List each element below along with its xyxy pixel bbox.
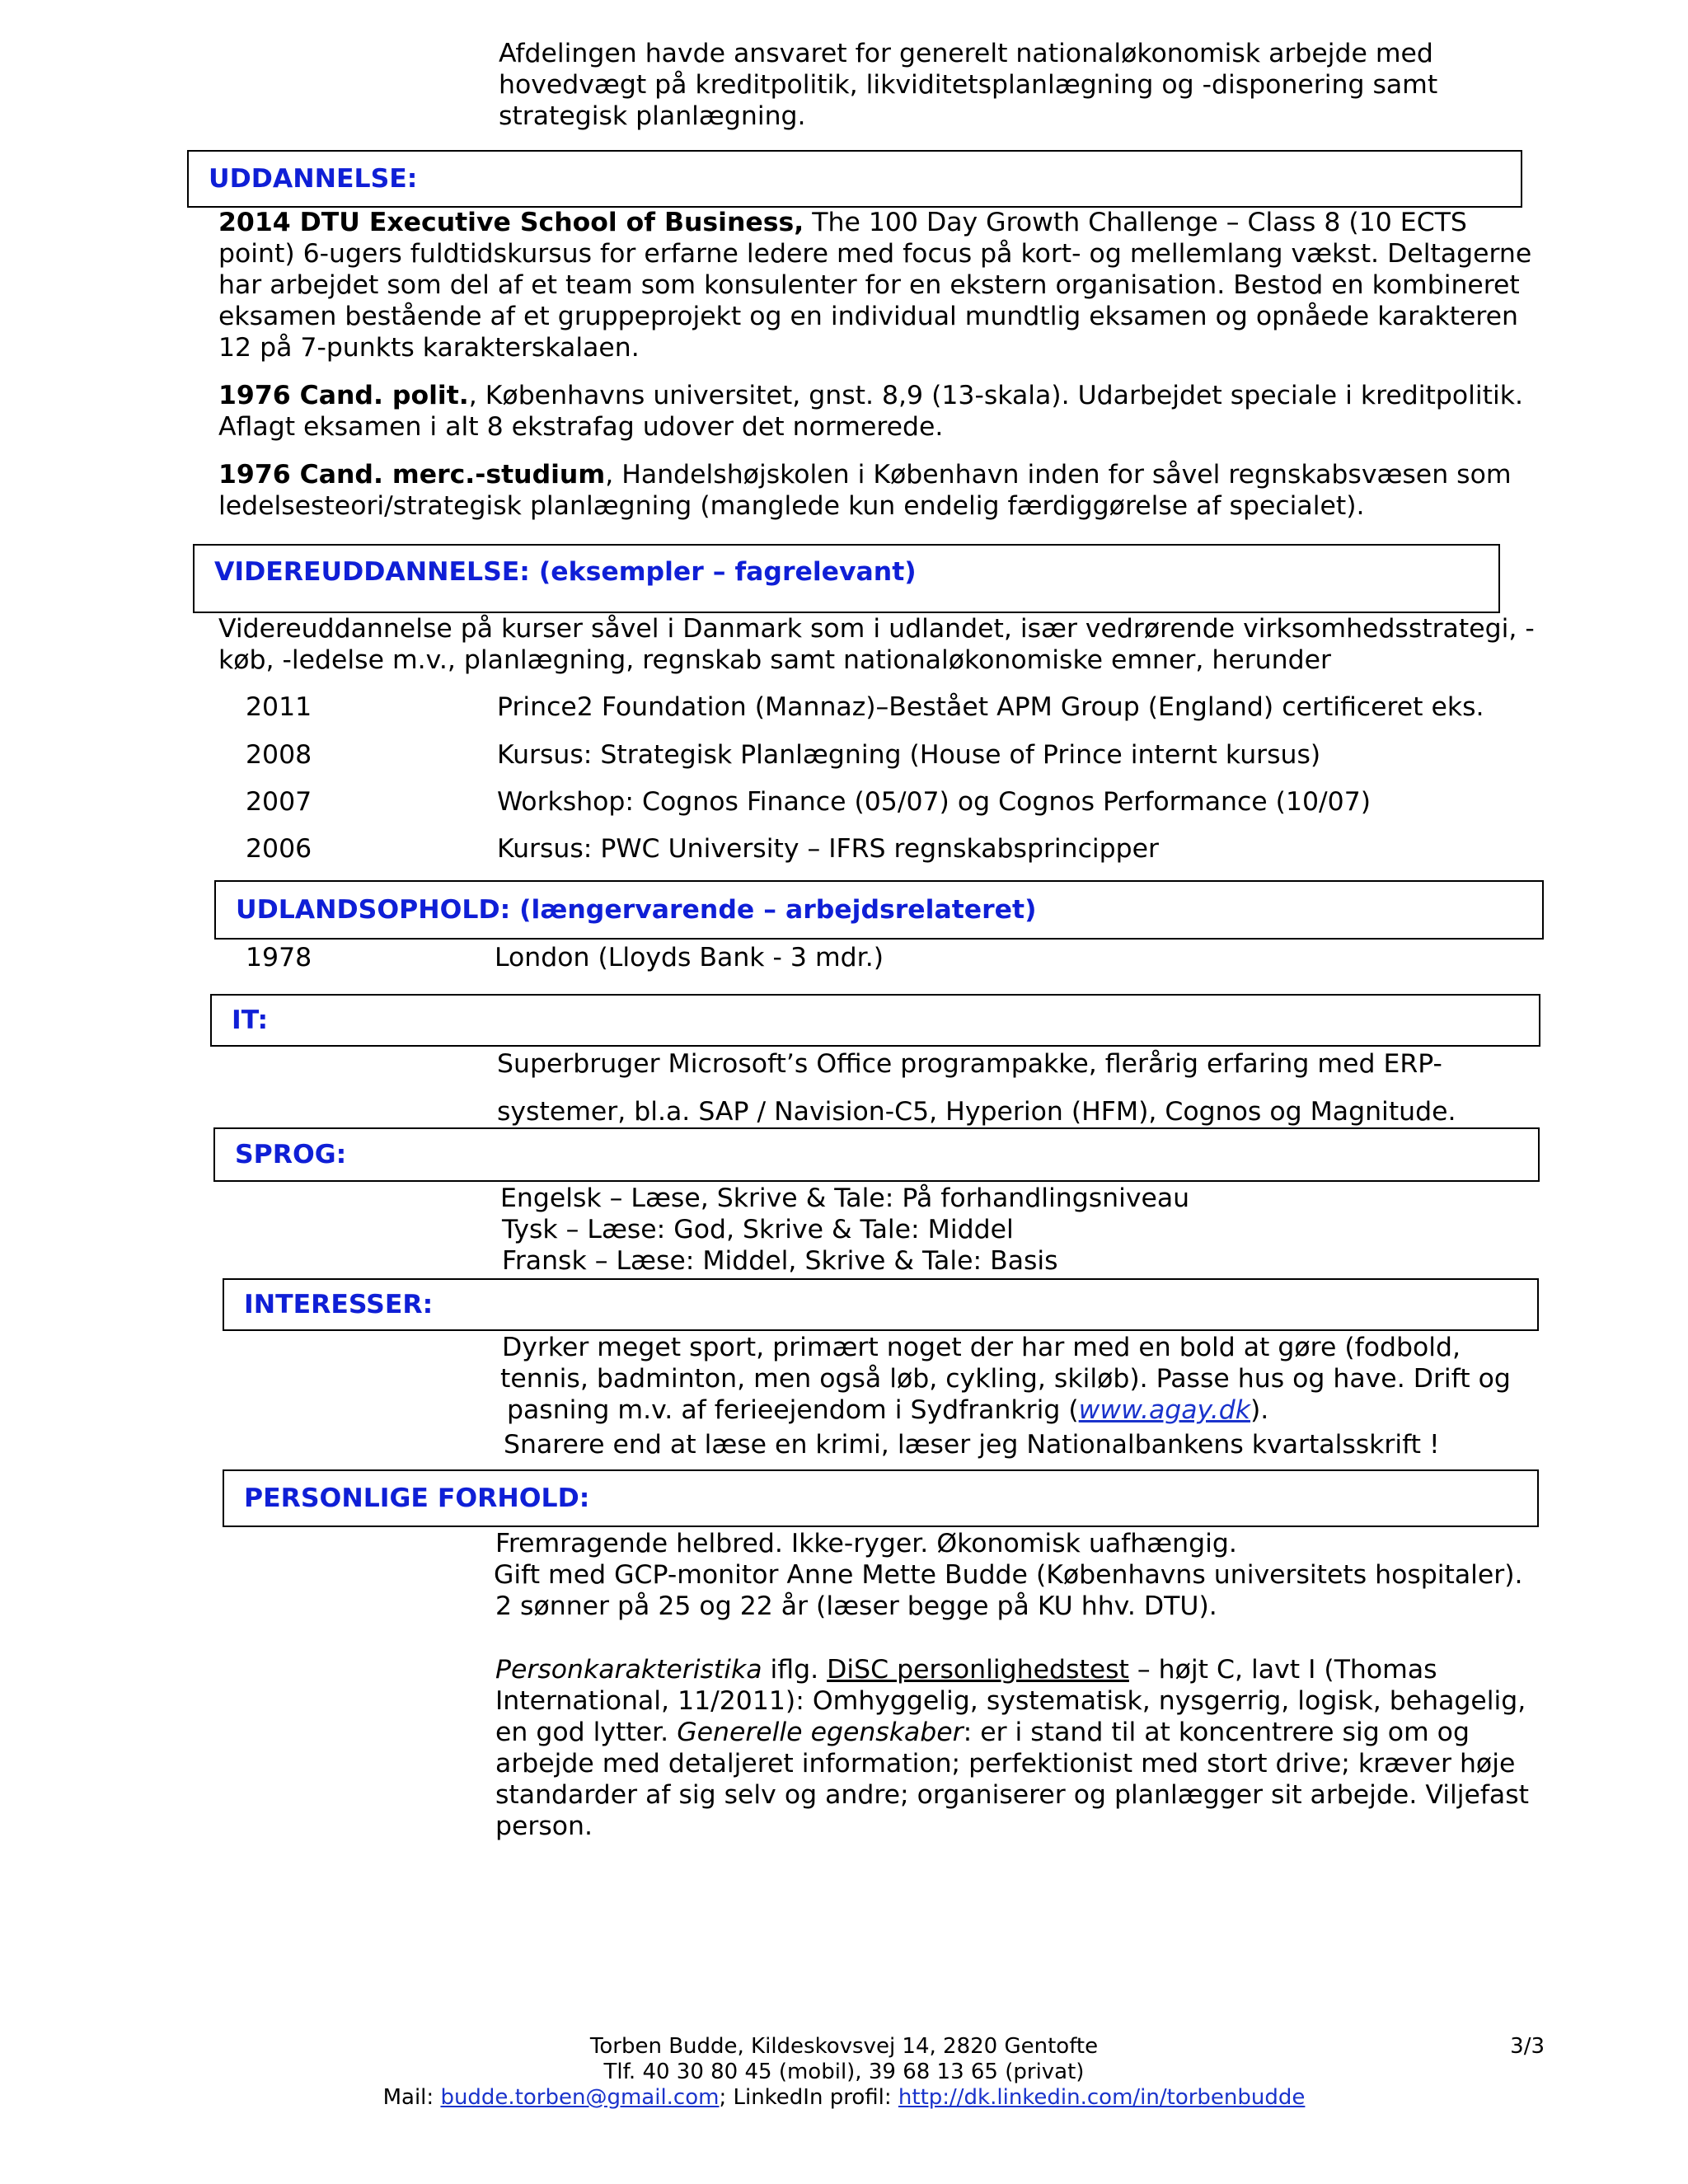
education-item-polit-title: 1976 Cand. polit. — [218, 381, 469, 410]
education-item-polit — [218, 380, 1550, 443]
interests-line-1: Dyrker meget sport, primært noget der har med en bold at gøre (fodbold, — [502, 1333, 1461, 1362]
it-heading: IT: — [232, 1005, 269, 1035]
personal-char-text: : er i stand til at koncentrere sig om og arbejde med detaljeret information; perfektionist med stort drive; kræver høje standarder af sig selv og andre; organiserer og planlægger sit arbejde. Viljefast person. — [495, 1718, 1529, 1841]
abroad-row — [246, 942, 1523, 973]
education-item-merc-title: 1976 Cand. merc.-studium — [218, 460, 606, 490]
course-row — [246, 691, 1523, 723]
course-year: 2008 — [246, 740, 312, 770]
it-line-1: Superbruger Microsoft’s Office programpakke, flerårig erfaring med ERP- — [497, 1049, 1442, 1079]
personal-heading: PERSONLIGE FORHOLD: — [244, 1483, 590, 1513]
mail-label: Mail: — [382, 2085, 441, 2110]
footer-address: Torben Budde, Kildeskovsvej 14, 2820 Gentofte — [589, 2034, 1099, 2059]
it-line-2: systemer, bl.a. SAP / Navision-C5, Hyperion (HFM), Cognos og Magnitude. — [497, 1097, 1456, 1127]
further-education-heading: VIDEREUDDANNELSE: (eksempler – fagrelevant) — [214, 557, 917, 587]
footer-phone: Tlf. 40 30 80 45 (mobil), 39 68 13 65 (privat) — [603, 2060, 1085, 2084]
email-link[interactable]: budde.torben@gmail.com — [440, 2085, 720, 2110]
course-text: Kursus: Strategisk Planlægning (House of Prince internt kursus) — [497, 740, 1321, 770]
course-row — [246, 833, 1523, 865]
abroad-text: London (Lloyds Bank - 3 mdr.) — [495, 943, 884, 972]
abroad-year: 1978 — [246, 943, 312, 972]
course-year: 2011 — [246, 692, 312, 722]
it-header-box — [210, 994, 1540, 1047]
interests-line-3 — [507, 1394, 1268, 1426]
education-item-dtu-title: 2014 DTU Executive School of Business, — [218, 208, 804, 237]
education-header-box — [187, 150, 1522, 208]
education-item-polit-text: , Københavns universitet, gnst. 8,9 (13-skala). Udarbejdet speciale i kreditpolitik. Aflagt eksamen i alt 8 ekstrafag udover det normerede. — [218, 381, 1523, 442]
education-item-merc — [218, 459, 1550, 522]
education-item-dtu — [218, 207, 1550, 363]
language-line: Tysk – Læse: God, Skrive & Tale: Middel — [502, 1215, 1014, 1244]
footer-contact — [0, 2085, 1688, 2111]
personal-char-text: – højt C, lavt I (Thomas International, 11/2011): Omhyggelig, systematisk, nysgerrig, logisk, behagelig, en god lytter. — [495, 1655, 1526, 1747]
interests-heading: INTERESSER: — [244, 1290, 434, 1319]
personal-char-label: Personkarakteristika — [495, 1655, 762, 1685]
agay-link[interactable]: www.agay.dk — [1078, 1395, 1251, 1425]
abroad-header-box — [214, 880, 1544, 940]
further-education-header-box — [193, 544, 1500, 613]
interests-line-2: tennis, badminton, men også løb, cykling, skiløb). Passe hus og have. Drift og — [500, 1364, 1511, 1394]
interests-line-3-text: pasning m.v. af ferieejendom i Sydfrankrig ( — [507, 1395, 1079, 1425]
further-education-intro: Videreuddannelse på kurser såvel i Danmark som i udlandet, især vedrørende virksomhedsstrategi, -køb, -ledelse m.v., planlægning, regnskab samt nationaløkonomiske emner, herunder — [218, 614, 1535, 675]
course-text: Workshop: Cognos Finance (05/07) og Cognos Performance (10/07) — [497, 787, 1372, 817]
languages-header-box — [213, 1127, 1540, 1182]
languages-heading: SPROG: — [235, 1140, 347, 1169]
interests-line-4: Snarere end at læse en krimi, læser jeg Nationalbankens kvartalsskrift ! — [504, 1430, 1440, 1460]
course-year: 2006 — [246, 834, 312, 864]
personal-header-box — [223, 1469, 1539, 1527]
disc-test-label: DiSC personlighedstest — [827, 1655, 1129, 1685]
general-qualities-label: Generelle egenskaber — [677, 1718, 964, 1747]
course-text: Kursus: PWC University – IFRS regnskabsprincipper — [497, 834, 1160, 864]
personal-characteristics — [495, 1654, 1538, 1842]
education-heading: UDDANNELSE: — [209, 164, 418, 194]
language-line: Fransk – Læse: Middel, Skrive & Tale: Basis — [502, 1246, 1058, 1276]
education-item-dtu-text: The 100 Day Growth Challenge – Class 8 (10 ECTS point) 6-ugers fuldtidskursus for erfarne ledere med focus på kort- og mellemlang vækst. Deltagerne har arbejdet som del af et team som konsulenter for en ekstern organisation. Bestod en kombineret eksamen bestående af et gruppeprojekt og en individual mundtlig eksamen og opnåede karakteren 12 på 7-punkts karakterskalaen. — [218, 208, 1532, 363]
course-year: 2007 — [246, 787, 312, 817]
abroad-heading: UDLANDSOPHOLD: (længervarende – arbejdsrelateret) — [236, 895, 1037, 925]
personal-line-3: 2 sønner på 25 og 22 år (læser begge på KU hhv. DTU). — [495, 1591, 1217, 1621]
education-item-merc-text: , Handelshøjskolen i København inden for såvel regnskabsvæsen som ledelsesteori/strategisk planlægning (manglede kun endelig færdiggørelse af specialet). — [218, 460, 1512, 521]
language-line: Engelsk – Læse, Skrive & Tale: På forhandlingsniveau — [500, 1183, 1190, 1213]
course-text: Prince2 Foundation (Mannaz)–Bestået APM Group (England) certificeret eks. — [497, 692, 1484, 722]
course-row — [246, 739, 1523, 771]
intro-paragraph: Afdelingen havde ansvaret for generelt nationaløkonomisk arbejde med hovedvægt på kreditpolitik, likviditetsplanlægning og -disponering samt strategisk planlægning. — [499, 39, 1438, 131]
linkedin-label: ; LinkedIn profil: — [719, 2085, 898, 2110]
personal-line-2: Gift med GCP-monitor Anne Mette Budde (Københavns universitets hospitaler). — [494, 1560, 1523, 1590]
interests-line-3-end: ). — [1250, 1395, 1269, 1425]
interests-header-box — [223, 1278, 1539, 1331]
course-row — [246, 786, 1523, 818]
page-number: 3/3 — [1510, 2034, 1545, 2059]
personal-char-text: iflg. — [762, 1655, 828, 1685]
linkedin-link[interactable]: http://dk.linkedin.com/in/torbenbudde — [898, 2085, 1306, 2110]
personal-line-1: Fremragende helbred. Ikke-ryger. Økonomisk uafhængig. — [495, 1529, 1237, 1558]
